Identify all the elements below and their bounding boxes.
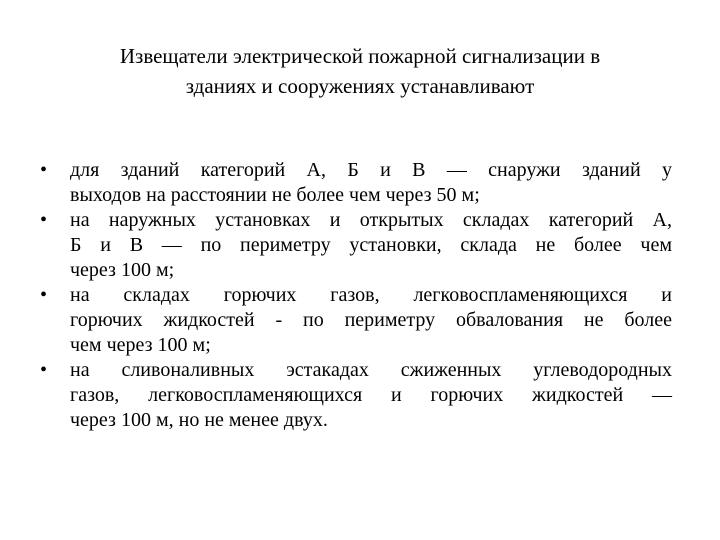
bullet-icon: • bbox=[40, 359, 48, 381]
bullet-line: Б и В — по периметру установки, склада не более чем bbox=[70, 234, 672, 256]
bullet-line: на складах горючих газов, легковоспламеняющихся и bbox=[70, 284, 672, 306]
bullet-line: горючих жидкостей - по периметру обвалования не более bbox=[70, 309, 672, 331]
bullet-icon: • bbox=[40, 284, 48, 306]
bullet-line: через 100 м; bbox=[70, 259, 175, 281]
bullet-line: выходов на расстоянии не более чем через 50 м; bbox=[70, 184, 480, 206]
bullet-line: через 100 м, но не менее двух. bbox=[70, 409, 328, 431]
bullet-item-loading-racks bbox=[40, 358, 672, 433]
bullet-line: для зданий категорий А, Б и В — снаружи зданий у bbox=[70, 159, 672, 181]
bullet-icon: • bbox=[40, 209, 48, 231]
slide-title-line-2: зданиях и сооружениях устанавливают bbox=[185, 74, 535, 98]
bullet-line: на сливоналивных эстакадах сжиженных углеводородных bbox=[70, 359, 672, 381]
bullet-item-outdoor-installations bbox=[40, 208, 672, 283]
bullet-item-gas-warehouses bbox=[40, 283, 672, 358]
bullet-item-buildings bbox=[40, 158, 672, 208]
slide-title bbox=[60, 41, 660, 101]
bullet-list bbox=[40, 158, 672, 433]
slide-title-line-1: Извещатели электрической пожарной сигнализации в bbox=[119, 44, 601, 68]
bullet-line: на наружных установках и открытых складах категорий А, bbox=[70, 209, 672, 231]
bullet-line: чем через 100 м; bbox=[70, 334, 211, 356]
bullet-icon: • bbox=[40, 159, 48, 181]
bullet-line: газов, легковоспламеняющихся и горючих жидкостей — bbox=[70, 384, 672, 406]
